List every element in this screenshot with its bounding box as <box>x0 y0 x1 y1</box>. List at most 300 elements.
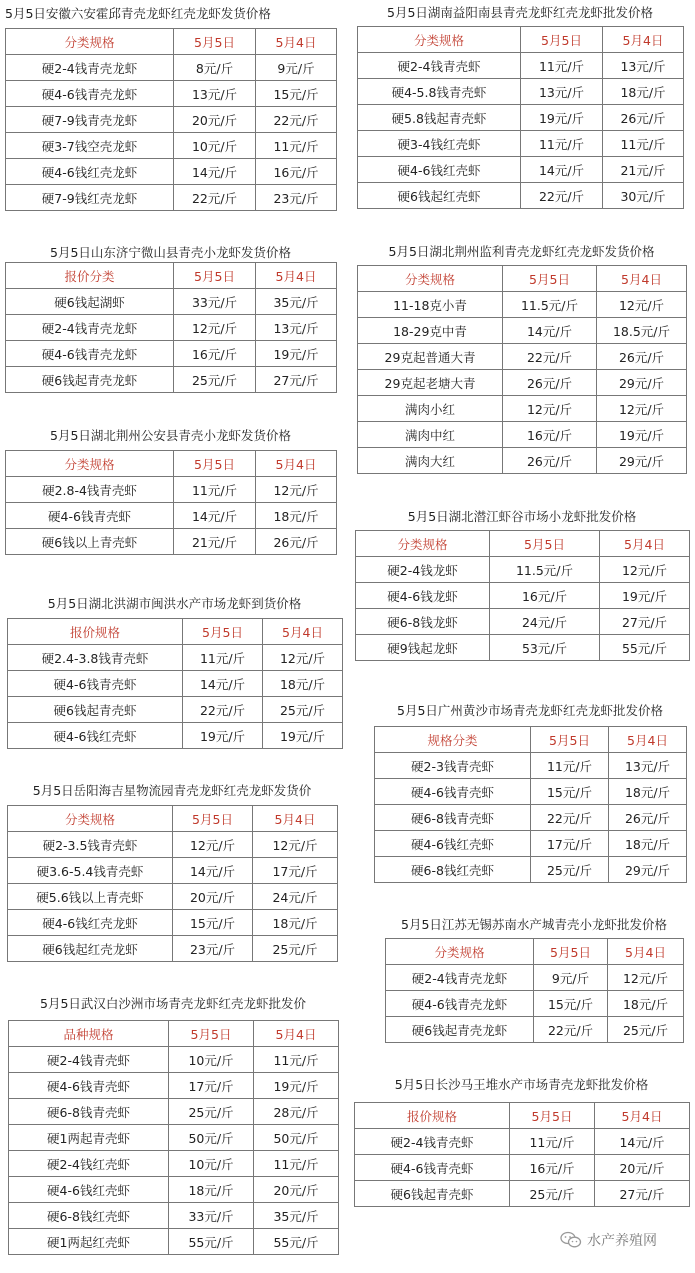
price-cell: 33元/斤 <box>169 1203 254 1229</box>
spec-cell: 硬2-3钱青壳虾 <box>375 753 531 779</box>
price-table <box>357 26 684 209</box>
price-cell: 19元/斤 <box>254 1073 339 1099</box>
price-cell: 29元/斤 <box>597 370 687 396</box>
table-row <box>386 991 684 1017</box>
table-row <box>8 884 338 910</box>
price-cell: 23元/斤 <box>256 185 337 211</box>
price-cell: 21元/斤 <box>603 157 684 183</box>
column-header: 分类规格 <box>356 531 490 557</box>
column-header: 5月4日 <box>254 1021 339 1047</box>
table-row <box>386 1017 684 1043</box>
price-cell: 29元/斤 <box>597 448 687 474</box>
table-row <box>9 1125 339 1151</box>
price-cell: 26元/斤 <box>603 105 684 131</box>
price-cell: 12元/斤 <box>256 477 337 503</box>
header-row <box>358 266 687 292</box>
price-cell: 12元/斤 <box>600 557 690 583</box>
spec-cell: 硬3-7钱空壳龙虾 <box>6 133 174 159</box>
column-header: 5月4日 <box>256 263 337 289</box>
price-cell: 26元/斤 <box>256 529 337 555</box>
spec-cell: 硬7-9钱青壳龙虾 <box>6 107 174 133</box>
spec-cell: 硬2.8-4钱青壳虾 <box>6 477 174 503</box>
table-row <box>9 1203 339 1229</box>
table-row <box>6 529 337 555</box>
price-table-block <box>374 701 686 883</box>
spec-cell: 硬2-4钱青壳虾 <box>358 53 521 79</box>
price-cell: 14元/斤 <box>173 858 253 884</box>
table-row <box>358 370 687 396</box>
price-cell: 16元/斤 <box>490 583 600 609</box>
spec-cell: 硬6钱以上青壳虾 <box>6 529 174 555</box>
price-cell: 11元/斤 <box>174 477 256 503</box>
spec-cell: 硬2-4钱龙虾 <box>356 557 490 583</box>
price-cell: 25元/斤 <box>510 1181 595 1207</box>
price-cell: 12元/斤 <box>597 396 687 422</box>
table-row <box>8 671 343 697</box>
header-row <box>6 263 337 289</box>
price-cell: 12元/斤 <box>174 315 256 341</box>
table-row <box>8 936 338 962</box>
table-row <box>6 107 337 133</box>
header-row <box>6 29 337 55</box>
header-row <box>375 727 687 753</box>
table-title: 5月5日湖北荆州公安县青壳小龙虾发货价格 <box>50 428 291 443</box>
wechat-icon <box>560 1231 582 1249</box>
price-cell: 25元/斤 <box>253 936 338 962</box>
price-cell: 12元/斤 <box>608 965 684 991</box>
column-header: 5月5日 <box>510 1103 595 1129</box>
price-cell: 13元/斤 <box>174 81 256 107</box>
price-cell: 13元/斤 <box>256 315 337 341</box>
column-header: 5月5日 <box>503 266 597 292</box>
price-cell: 24元/斤 <box>253 884 338 910</box>
column-header: 报价分类 <box>6 263 174 289</box>
column-header: 5月5日 <box>174 263 256 289</box>
table-title: 5月5日长沙马王堆水产市场青壳龙虾批发价格 <box>394 1077 649 1092</box>
table-row <box>358 344 687 370</box>
price-table-block <box>357 242 686 474</box>
price-cell: 19元/斤 <box>263 723 343 749</box>
table-row <box>6 315 337 341</box>
spec-cell: 硬2-3.5钱青壳虾 <box>8 832 173 858</box>
column-header: 5月5日 <box>173 806 253 832</box>
spec-cell: 硬4-6钱青壳虾 <box>375 779 531 805</box>
spec-cell: 硬2-4钱红壳虾 <box>9 1151 169 1177</box>
price-table <box>374 726 687 883</box>
column-header: 分类规格 <box>386 939 534 965</box>
table-row <box>355 1181 690 1207</box>
price-cell: 25元/斤 <box>263 697 343 723</box>
price-cell: 18元/斤 <box>608 991 684 1017</box>
spec-cell: 硬2-4钱青壳虾 <box>9 1047 169 1073</box>
price-cell: 22元/斤 <box>534 1017 608 1043</box>
spec-cell: 硬5.8钱起青壳虾 <box>358 105 521 131</box>
price-table-block <box>355 507 689 661</box>
price-cell: 11元/斤 <box>254 1047 339 1073</box>
table-row <box>356 609 690 635</box>
price-cell: 17元/斤 <box>253 858 338 884</box>
price-table <box>8 1020 339 1255</box>
price-cell: 14元/斤 <box>174 503 256 529</box>
spec-cell: 硬6钱起青壳虾 <box>355 1181 510 1207</box>
price-cell: 18元/斤 <box>256 503 337 529</box>
price-table-block <box>357 3 683 209</box>
table-row <box>6 185 337 211</box>
price-cell: 16元/斤 <box>174 341 256 367</box>
column-header: 规格分类 <box>375 727 531 753</box>
price-cell: 17元/斤 <box>531 831 609 857</box>
price-cell: 20元/斤 <box>174 107 256 133</box>
column-header: 5月4日 <box>256 451 337 477</box>
table-title: 5月5日湖北洪湖市闽洪水产市场龙虾到货价格 <box>47 596 302 611</box>
column-header: 分类规格 <box>358 27 521 53</box>
price-cell: 21元/斤 <box>174 529 256 555</box>
column-header: 5月5日 <box>534 939 608 965</box>
table-row <box>9 1177 339 1203</box>
table-row <box>9 1099 339 1125</box>
table-row <box>8 832 338 858</box>
table-row <box>9 1151 339 1177</box>
price-cell: 10元/斤 <box>169 1047 254 1073</box>
price-cell: 14元/斤 <box>183 671 263 697</box>
spec-cell: 硬2-4钱青壳龙虾 <box>6 315 174 341</box>
price-table-block <box>5 426 336 555</box>
table-row <box>355 1129 690 1155</box>
price-cell: 35元/斤 <box>254 1203 339 1229</box>
table-row <box>356 557 690 583</box>
column-header: 分类规格 <box>8 806 173 832</box>
spec-cell: 硬9钱起龙虾 <box>356 635 490 661</box>
price-cell: 14元/斤 <box>503 318 597 344</box>
price-cell: 19元/斤 <box>597 422 687 448</box>
price-cell: 13元/斤 <box>521 79 603 105</box>
column-header: 5月4日 <box>609 727 687 753</box>
price-cell: 55元/斤 <box>600 635 690 661</box>
spec-cell: 硬6-8钱红壳虾 <box>375 857 531 883</box>
table-row <box>6 341 337 367</box>
spec-cell: 硬6钱起青壳虾 <box>8 697 183 723</box>
price-cell: 12元/斤 <box>503 396 597 422</box>
table-row <box>358 422 687 448</box>
column-header: 分类规格 <box>358 266 503 292</box>
table-row <box>6 159 337 185</box>
spec-cell: 硬6-8钱红壳虾 <box>9 1203 169 1229</box>
price-cell: 22元/斤 <box>503 344 597 370</box>
spec-cell: 硬6-8钱青壳虾 <box>9 1099 169 1125</box>
price-table <box>355 530 690 661</box>
price-cell: 26元/斤 <box>503 448 597 474</box>
header-row <box>386 939 684 965</box>
price-cell: 22元/斤 <box>174 185 256 211</box>
table-row <box>375 753 687 779</box>
price-cell: 11元/斤 <box>510 1129 595 1155</box>
price-cell: 9元/斤 <box>256 55 337 81</box>
table-row <box>358 292 687 318</box>
spec-cell: 硬4-6钱红壳虾 <box>358 157 521 183</box>
table-row <box>356 635 690 661</box>
price-cell: 16元/斤 <box>256 159 337 185</box>
spec-cell: 硬7-9钱红壳龙虾 <box>6 185 174 211</box>
table-row <box>358 318 687 344</box>
price-cell: 55元/斤 <box>254 1229 339 1255</box>
column-header: 分类规格 <box>6 451 174 477</box>
price-cell: 11元/斤 <box>603 131 684 157</box>
price-cell: 22元/斤 <box>183 697 263 723</box>
spec-cell: 硬2-4钱青壳虾 <box>355 1129 510 1155</box>
table-row <box>358 53 684 79</box>
spec-cell: 硬6-8钱龙虾 <box>356 609 490 635</box>
spec-cell: 硬6钱起红壳龙虾 <box>8 936 173 962</box>
spec-cell: 硬4-6钱青壳虾 <box>8 671 183 697</box>
spec-cell: 满肉小红 <box>358 396 503 422</box>
table-row <box>358 157 684 183</box>
column-header: 品种规格 <box>9 1021 169 1047</box>
price-cell: 27元/斤 <box>600 609 690 635</box>
price-cell: 15元/斤 <box>534 991 608 1017</box>
spec-cell: 11-18克小青 <box>358 292 503 318</box>
price-cell: 30元/斤 <box>603 183 684 209</box>
table-row <box>375 857 687 883</box>
column-header: 5月5日 <box>174 29 256 55</box>
header-row <box>358 27 684 53</box>
price-cell: 13元/斤 <box>603 53 684 79</box>
table-title: 5月5日湖北潜江虾谷市场小龙虾批发价格 <box>407 509 637 524</box>
price-cell: 53元/斤 <box>490 635 600 661</box>
spec-cell: 硬4-5.8钱青壳虾 <box>358 79 521 105</box>
price-table-block <box>5 4 336 211</box>
price-cell: 26元/斤 <box>503 370 597 396</box>
price-table <box>7 805 338 962</box>
spec-cell: 硬3-4钱红壳虾 <box>358 131 521 157</box>
price-cell: 18元/斤 <box>263 671 343 697</box>
price-cell: 25元/斤 <box>174 367 256 393</box>
column-header: 5月5日 <box>521 27 603 53</box>
price-cell: 18元/斤 <box>609 779 687 805</box>
header-row <box>8 806 338 832</box>
table-row <box>8 910 338 936</box>
spec-cell: 18-29克中青 <box>358 318 503 344</box>
price-cell: 55元/斤 <box>169 1229 254 1255</box>
price-table-block <box>8 994 338 1255</box>
spec-cell: 硬4-6钱红壳虾 <box>9 1177 169 1203</box>
column-header: 5月4日 <box>263 619 343 645</box>
price-cell: 10元/斤 <box>169 1151 254 1177</box>
price-cell: 26元/斤 <box>597 344 687 370</box>
column-header: 5月5日 <box>169 1021 254 1047</box>
price-table <box>385 938 684 1043</box>
spec-cell: 硬4-6钱青壳龙虾 <box>6 81 174 107</box>
spec-cell: 硬4-6钱青壳龙虾 <box>6 341 174 367</box>
spec-cell: 29克起普通大青 <box>358 344 503 370</box>
table-row <box>6 81 337 107</box>
price-table <box>7 618 343 749</box>
price-cell: 20元/斤 <box>173 884 253 910</box>
column-header: 5月4日 <box>597 266 687 292</box>
price-cell: 19元/斤 <box>256 341 337 367</box>
table-row <box>8 723 343 749</box>
table-title: 5月5日安徽六安霍邱青壳龙虾红壳龙虾发货价格 <box>5 6 271 21</box>
price-cell: 27元/斤 <box>595 1181 690 1207</box>
price-cell: 14元/斤 <box>174 159 256 185</box>
price-table-block <box>354 1075 689 1207</box>
price-table-block <box>5 243 336 393</box>
price-cell: 11元/斤 <box>521 131 603 157</box>
spec-cell: 硬3.6-5.4钱青壳虾 <box>8 858 173 884</box>
price-cell: 11元/斤 <box>183 645 263 671</box>
spec-cell: 硬4-6钱青壳虾 <box>355 1155 510 1181</box>
price-cell: 12元/斤 <box>173 832 253 858</box>
table-row <box>358 79 684 105</box>
price-cell: 14元/斤 <box>521 157 603 183</box>
price-cell: 23元/斤 <box>173 936 253 962</box>
table-title: 5月5日广州黄沙市场青壳龙虾红壳龙虾批发价格 <box>397 703 663 718</box>
price-table-block <box>7 594 342 749</box>
table-row <box>358 183 684 209</box>
header-row <box>9 1021 339 1047</box>
table-row <box>6 133 337 159</box>
column-header: 报价规格 <box>355 1103 510 1129</box>
price-table <box>5 262 337 393</box>
price-cell: 15元/斤 <box>173 910 253 936</box>
table-row <box>375 831 687 857</box>
price-cell: 18元/斤 <box>169 1177 254 1203</box>
spec-cell: 硬4-6钱红壳虾 <box>8 723 183 749</box>
table-row <box>9 1047 339 1073</box>
table-title: 5月5日湖北荆州监利青壳龙虾红壳龙虾发货价格 <box>388 244 655 259</box>
table-row <box>375 805 687 831</box>
spec-cell: 硬4-6钱龙虾 <box>356 583 490 609</box>
price-cell: 11元/斤 <box>254 1151 339 1177</box>
price-cell: 12元/斤 <box>253 832 338 858</box>
column-header: 5月5日 <box>174 451 256 477</box>
table-row <box>355 1155 690 1181</box>
table-title: 5月5日山东济宁微山县青壳小龙虾发货价格 <box>50 245 291 260</box>
price-cell: 25元/斤 <box>169 1099 254 1125</box>
column-header: 5月5日 <box>531 727 609 753</box>
spec-cell: 硬4-6钱红壳龙虾 <box>6 159 174 185</box>
price-cell: 11元/斤 <box>531 753 609 779</box>
price-cell: 18元/斤 <box>609 831 687 857</box>
price-cell: 29元/斤 <box>609 857 687 883</box>
table-row <box>358 105 684 131</box>
table-row <box>9 1073 339 1099</box>
spec-cell: 硬5.6钱以上青壳虾 <box>8 884 173 910</box>
price-cell: 19元/斤 <box>521 105 603 131</box>
spec-cell: 硬2-4钱青壳龙虾 <box>6 55 174 81</box>
header-row <box>6 451 337 477</box>
table-row <box>6 477 337 503</box>
spec-cell: 硬6钱起湖虾 <box>6 289 174 315</box>
price-cell: 16元/斤 <box>503 422 597 448</box>
price-cell: 18元/斤 <box>253 910 338 936</box>
price-cell: 15元/斤 <box>256 81 337 107</box>
table-row <box>358 131 684 157</box>
price-cell: 18元/斤 <box>603 79 684 105</box>
price-cell: 8元/斤 <box>174 55 256 81</box>
column-header: 5月4日 <box>253 806 338 832</box>
header-row <box>356 531 690 557</box>
column-header: 5月4日 <box>603 27 684 53</box>
price-cell: 18.5元/斤 <box>597 318 687 344</box>
spec-cell: 硬2-4钱青壳龙虾 <box>386 965 534 991</box>
table-row <box>358 448 687 474</box>
price-cell: 9元/斤 <box>534 965 608 991</box>
spec-cell: 硬4-6钱红壳龙虾 <box>8 910 173 936</box>
spec-cell: 硬4-6钱青壳龙虾 <box>386 991 534 1017</box>
spec-cell: 硬4-6钱青壳虾 <box>9 1073 169 1099</box>
table-row <box>9 1229 339 1255</box>
price-cell: 11元/斤 <box>256 133 337 159</box>
spec-cell: 满肉中红 <box>358 422 503 448</box>
price-cell: 26元/斤 <box>609 805 687 831</box>
table-title: 5月5日武汉白沙洲市场青壳龙虾红壳龙虾批发价 <box>40 996 306 1011</box>
column-header: 5月4日 <box>608 939 684 965</box>
table-title: 5月5日江苏无锡苏南水产城青壳小龙虾批发价格 <box>401 917 667 932</box>
column-header: 报价规格 <box>8 619 183 645</box>
price-cell: 20元/斤 <box>254 1177 339 1203</box>
price-table <box>5 28 337 211</box>
price-cell: 50元/斤 <box>169 1125 254 1151</box>
column-header: 5月4日 <box>600 531 690 557</box>
spec-cell: 硬6钱起青壳龙虾 <box>6 367 174 393</box>
price-cell: 25元/斤 <box>531 857 609 883</box>
price-table <box>357 265 687 474</box>
spec-cell: 硬1两起红壳虾 <box>9 1229 169 1255</box>
header-row <box>355 1103 690 1129</box>
column-header: 5月4日 <box>595 1103 690 1129</box>
price-table <box>5 450 337 555</box>
column-header: 5月5日 <box>183 619 263 645</box>
price-cell: 22元/斤 <box>256 107 337 133</box>
table-title: 5月5日岳阳海吉星物流园青壳龙虾红壳龙虾发货价 <box>32 783 312 798</box>
price-cell: 10元/斤 <box>174 133 256 159</box>
table-row <box>8 697 343 723</box>
price-cell: 20元/斤 <box>595 1155 690 1181</box>
price-cell: 35元/斤 <box>256 289 337 315</box>
table-row <box>356 583 690 609</box>
table-row <box>6 289 337 315</box>
table-row <box>6 367 337 393</box>
price-table-block <box>385 915 683 1043</box>
price-cell: 12元/斤 <box>597 292 687 318</box>
price-cell: 22元/斤 <box>521 183 603 209</box>
table-row <box>358 396 687 422</box>
table-row <box>8 858 338 884</box>
price-table-block <box>7 781 337 962</box>
price-cell: 25元/斤 <box>608 1017 684 1043</box>
spec-cell: 满肉大红 <box>358 448 503 474</box>
price-cell: 27元/斤 <box>256 367 337 393</box>
column-header: 分类规格 <box>6 29 174 55</box>
spec-cell: 硬6钱起红壳虾 <box>358 183 521 209</box>
table-row <box>375 779 687 805</box>
spec-cell: 硬4-6钱红壳虾 <box>375 831 531 857</box>
price-cell: 17元/斤 <box>169 1073 254 1099</box>
price-cell: 11.5元/斤 <box>503 292 597 318</box>
price-cell: 22元/斤 <box>531 805 609 831</box>
column-header: 5月4日 <box>256 29 337 55</box>
table-row <box>386 965 684 991</box>
price-cell: 16元/斤 <box>510 1155 595 1181</box>
price-cell: 11元/斤 <box>521 53 603 79</box>
price-cell: 24元/斤 <box>490 609 600 635</box>
price-cell: 28元/斤 <box>254 1099 339 1125</box>
column-header: 5月5日 <box>490 531 600 557</box>
price-cell: 19元/斤 <box>183 723 263 749</box>
spec-cell: 硬2.4-3.8钱青壳虾 <box>8 645 183 671</box>
price-cell: 15元/斤 <box>531 779 609 805</box>
price-cell: 33元/斤 <box>174 289 256 315</box>
